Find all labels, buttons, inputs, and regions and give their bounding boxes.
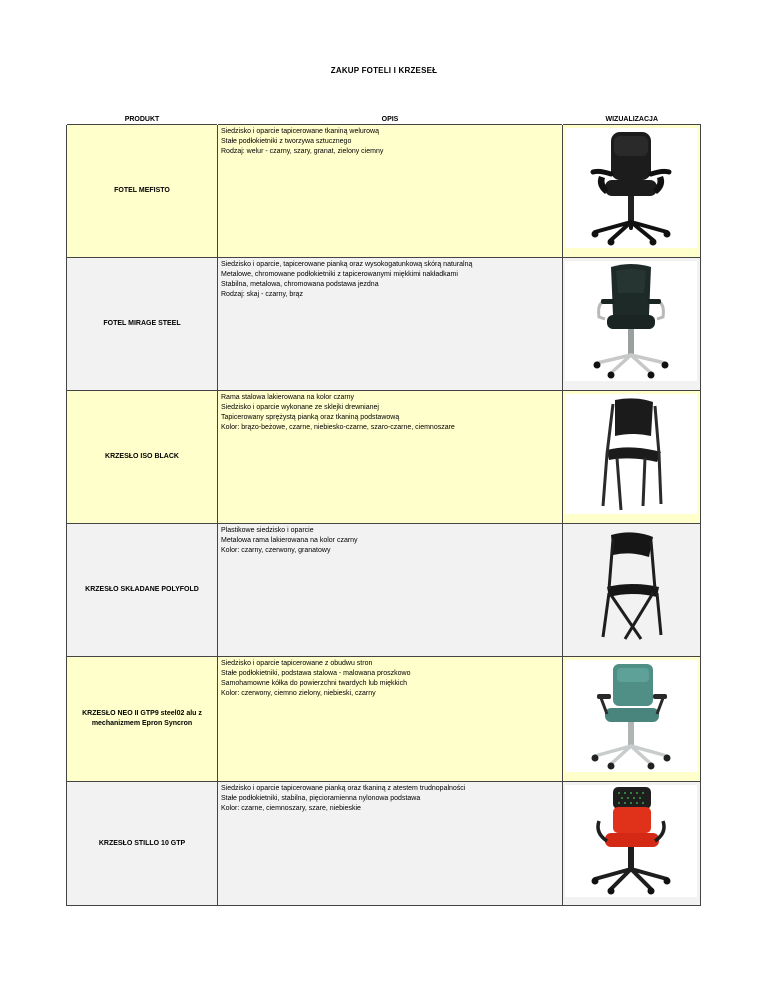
description-line: Siedzisko i oparcie tapicerowane z obudwu stron <box>221 660 373 667</box>
product-name: KRZESŁO STILLO 10 GTP <box>67 782 218 906</box>
table-row <box>67 125 701 258</box>
description-line: Stałe podłokietniki, stabilna, pięcioramienna nylonowa podstawa <box>221 795 421 802</box>
product-visualization <box>563 125 701 258</box>
table-header-row <box>67 115 701 125</box>
table-row <box>67 391 701 524</box>
product-name: KRZESŁO SKŁADANE POLYFOLD <box>67 524 218 657</box>
folding-chair-image <box>581 527 681 647</box>
description-line: Siedzisko i oparcie tapicerowane tkaniną welurową <box>221 128 379 135</box>
description-line: Kolor: brązo-beżowe, czarne, niebiesko-czarne, szaro-czarne, ciemnoszare <box>221 424 455 431</box>
product-visualization <box>563 782 701 906</box>
description-line: Kolor: czarny, czerwony, granatowy <box>221 547 331 554</box>
product-description <box>218 125 563 258</box>
product-description <box>218 657 563 782</box>
product-description <box>218 258 563 391</box>
page-title: ZAKUP FOTELI I KRZESEŁ <box>330 66 438 75</box>
product-name: KRZESŁO NEO II GTP9 steel02 alu z mechanizmem Epron Syncron <box>67 657 218 782</box>
description-line: Kolor: czerwony, ciemno zielony, niebieski, czarny <box>221 690 376 697</box>
products-table <box>66 115 701 906</box>
product-name: FOTEL MEFISTO <box>67 125 218 258</box>
description-line: Stałe podłokietniki z tworzywa sztucznego <box>221 138 352 145</box>
description-line: Tapicerowany sprężystą pianką oraz tkaniną podstawową <box>221 414 400 421</box>
product-visualization <box>563 657 701 782</box>
product-description <box>218 524 563 657</box>
product-name: FOTEL MIRAGE STEEL <box>67 258 218 391</box>
executive-office-chair-image <box>581 128 681 248</box>
table-row <box>67 524 701 657</box>
description-line: Siedzisko i oparcie tapicerowane pianką oraz tkaniną z atestem trudnopalności <box>221 785 466 792</box>
description-line: Samohamowne kółka do powierzchni twardych lub miękkich <box>221 680 407 687</box>
description-line: Stałe podłokietniki, podstawa stalowa - malowana proszkowo <box>221 670 411 677</box>
description-line: Metalowa rama lakierowana na kolor czarny <box>221 537 358 544</box>
header-visualization: WIZUALIZACJA <box>605 116 658 123</box>
product-description <box>218 782 563 906</box>
product-name: KRZESŁO ISO BLACK <box>67 391 218 524</box>
description-line: Siedzisko i oparcie, tapicerowane pianką oraz wysokogatunkową skórą naturalną <box>221 261 473 268</box>
description-line: Rodzaj: welur - czarny, szary, granat, zielony ciemny <box>221 148 384 155</box>
description-line: Rama stalowa lakierowana na kolor czarny <box>221 394 355 401</box>
description-line: Rodzaj: skaj - czarny, brąz <box>221 291 303 298</box>
red-office-chair-image <box>581 785 681 897</box>
description-line: Stabilna, metalowa, chromowana podstawa jezdna <box>221 281 379 288</box>
header-description: OPIS <box>381 116 399 123</box>
product-description <box>218 391 563 524</box>
header-product: PRODUKT <box>124 116 160 123</box>
product-visualization <box>563 258 701 391</box>
table-row <box>67 657 701 782</box>
leather-office-chair-image <box>581 261 681 381</box>
table-row <box>67 258 701 391</box>
conference-chair-image <box>581 394 681 514</box>
description-line: Kolor: czarne, ciemnoszary, szare, niebieskie <box>221 805 361 812</box>
product-visualization <box>563 391 701 524</box>
teal-office-chair-image <box>581 660 681 772</box>
product-visualization <box>563 524 701 657</box>
description-line: Metalowe, chromowane podłokietniki z tapicerowanymi miękkimi nakładkami <box>221 271 458 278</box>
table-row <box>67 782 701 906</box>
description-line: Siedzisko i oparcie wykonane ze sklejki drewnianej <box>221 404 379 411</box>
description-line: Plastikowe siedzisko i oparcie <box>221 527 314 534</box>
